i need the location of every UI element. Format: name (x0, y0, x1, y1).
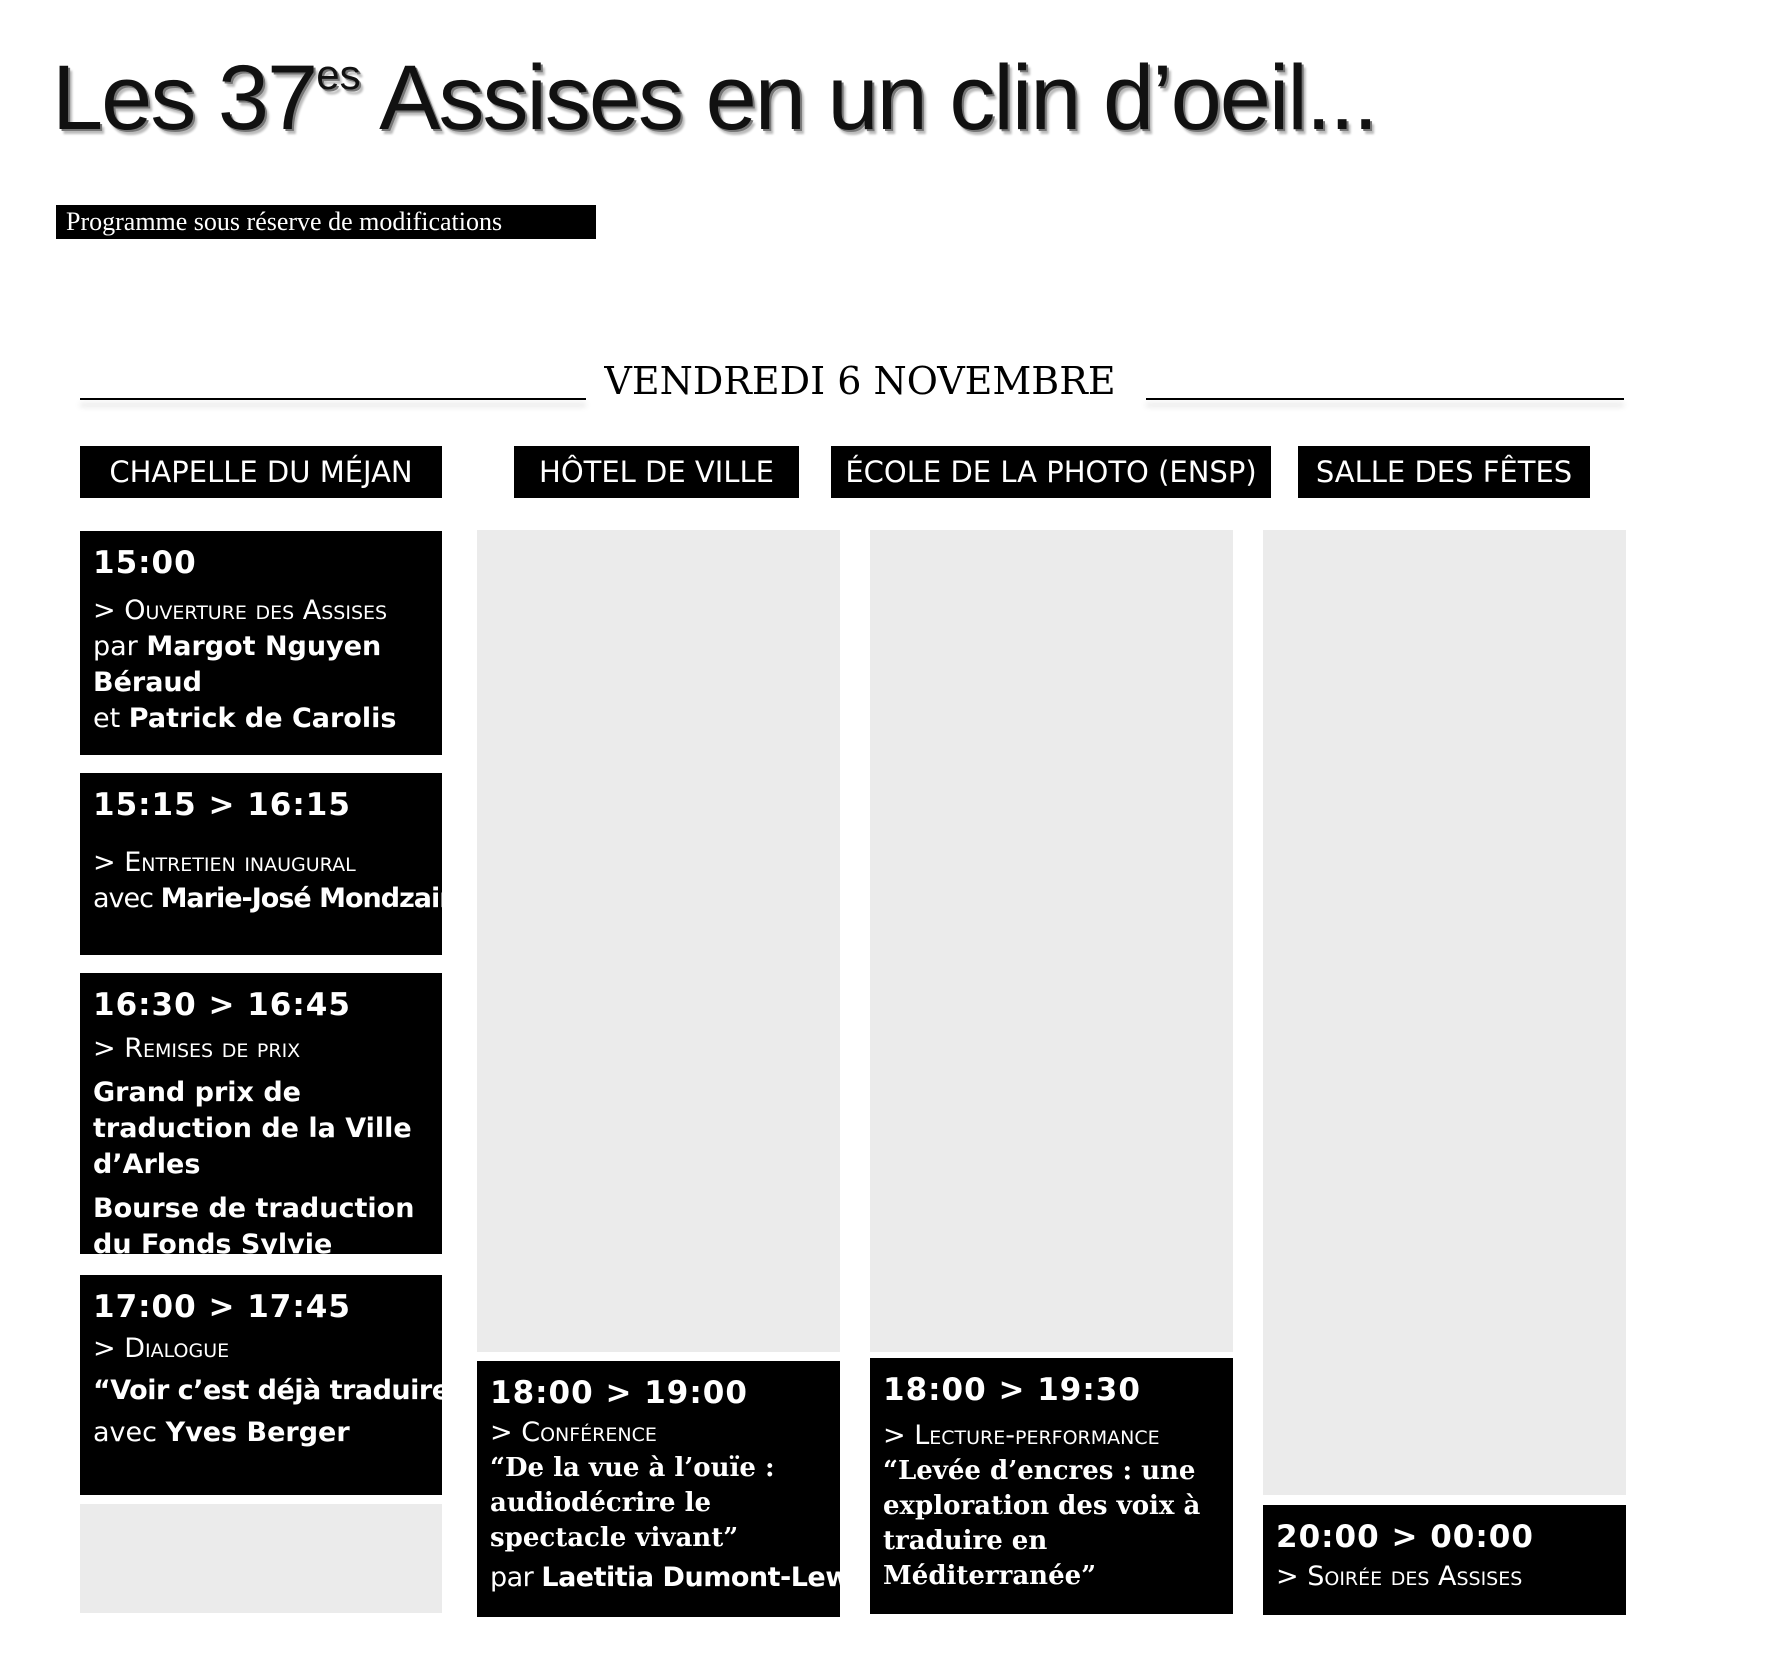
event-card-conference (477, 1361, 859, 1617)
event-title: “Levée d’encres : une exploration des voix à traduire en Méditerranée” (883, 1456, 1201, 1591)
event-type: > Lecture-performance (883, 1420, 1160, 1451)
event-time: 15:15 > 16:15 (93, 787, 351, 823)
event-time: 15:00 (93, 545, 197, 581)
page-title (52, 47, 1377, 149)
prize-grand-prix: Grand prix de traduction de la Ville d’Arles (93, 1077, 412, 1180)
event-card-ouverture (80, 531, 442, 755)
event-card-soiree (1263, 1505, 1626, 1615)
event-title: “Voir c’est déjà traduire” (93, 1375, 467, 1406)
empty-slot-salle (1263, 530, 1626, 1495)
event-speakers: avec Yves Berger (93, 1417, 350, 1448)
event-time: 16:30 > 16:45 (93, 987, 351, 1023)
day-rule-left (80, 398, 586, 400)
event-speakers: avec Marie-José Mondzain (93, 883, 458, 914)
empty-slot-chapelle (80, 1504, 442, 1613)
venue-header-ecole-photo: ÉCOLE DE LA PHOTO (ENSP) (831, 446, 1271, 498)
event-card-remises-de-prix (80, 973, 442, 1260)
event-type: > Ouverture des Assises (93, 595, 388, 626)
event-card-entretien (80, 773, 458, 955)
event-speakers: par Margot Nguyen Béraud et Patrick de Carolis (93, 631, 397, 734)
event-time: 18:00 > 19:00 (490, 1375, 748, 1411)
day-heading: VENDREDI 6 NOVEMBRE (604, 359, 1116, 403)
disclaimer-banner: Programme sous réserve de modifications (56, 205, 596, 239)
event-time: 17:00 > 17:45 (93, 1289, 351, 1325)
empty-slot-hotel (477, 530, 840, 1352)
venue-header-salle-des-fetes: SALLE DES FÊTES (1298, 446, 1590, 498)
event-time: 18:00 > 19:30 (883, 1372, 1141, 1408)
event-time: 20:00 > 00:00 (1276, 1519, 1534, 1555)
event-type: > Soirée des Assises (1276, 1561, 1523, 1592)
day-rule-right (1146, 398, 1624, 400)
venue-header-hotel-de-ville: HÔTEL DE VILLE (514, 446, 799, 498)
title-superscript: es (316, 51, 361, 98)
event-title: “De la vue à l’ouïe : audiodécrire le spectacle vivant” (490, 1453, 775, 1553)
prize-bourse: Bourse de traduction du Fonds Sylvie (93, 1193, 415, 1260)
venue-header-chapelle: CHAPELLE DU MÉJAN (80, 446, 442, 498)
event-type: > Dialogue (93, 1333, 230, 1364)
event-card-dialogue (80, 1275, 467, 1495)
empty-slot-ecole (870, 530, 1233, 1352)
title-rest: Assises en un clin d’oeil... (360, 47, 1377, 149)
event-speakers: par Laetitia Dumont-Lewi (490, 1562, 859, 1593)
event-type: > Remises de prix (93, 1033, 301, 1064)
event-card-lecture-performance (870, 1358, 1233, 1614)
title-main: Les 37 (52, 47, 317, 149)
event-type: > Entretien inaugural (93, 847, 356, 878)
event-type: > Conférence (490, 1417, 657, 1448)
